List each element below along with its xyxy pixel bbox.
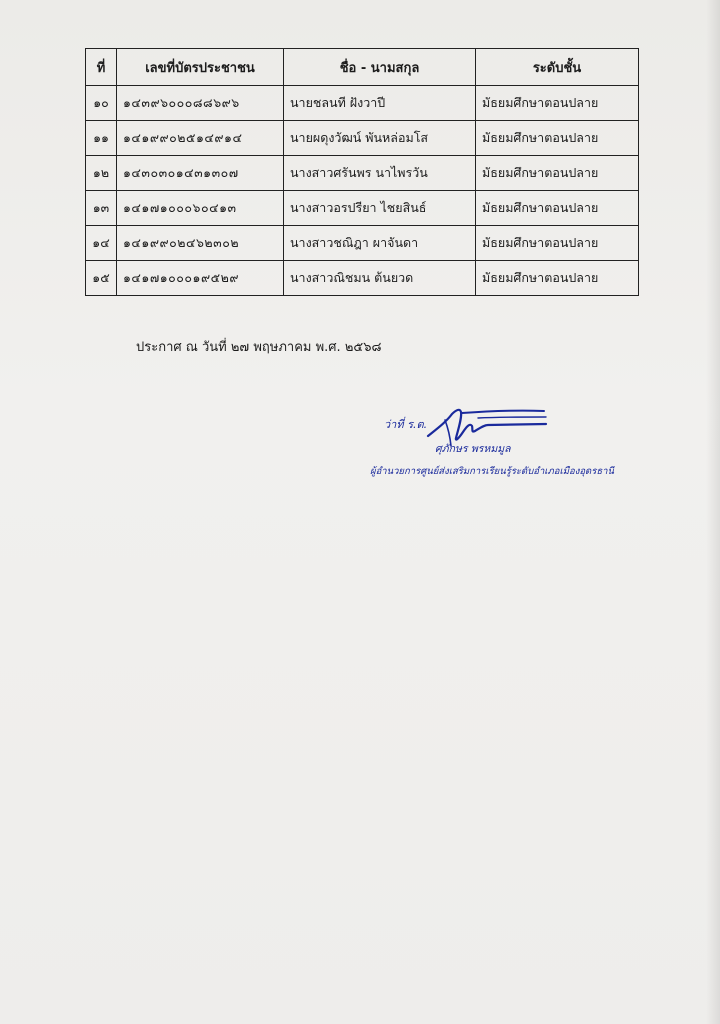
cell-full-name: นางสาวชณิฎา ผาจันดา xyxy=(284,226,476,261)
cell-full-name: นางสาวณิชมน ต้นยวด xyxy=(284,261,476,296)
cell-level: มัธยมศึกษาตอนปลาย xyxy=(476,156,639,191)
page-edge-shadow xyxy=(706,0,720,1024)
student-table xyxy=(85,48,639,296)
cell-level: มัธยมศึกษาตอนปลาย xyxy=(476,86,639,121)
cell-id-number: ๑๔๑๗๑๐๐๐๖๐๔๑๓ xyxy=(117,191,284,226)
cell-no: ๑๔ xyxy=(86,226,117,261)
cell-no: ๑๒ xyxy=(86,156,117,191)
cell-full-name: นางสาวศรันพร นาไพรวัน xyxy=(284,156,476,191)
table-row xyxy=(86,121,639,156)
cell-id-number: ๑๔๑๙๙๐๒๔๖๒๓๐๒ xyxy=(117,226,284,261)
cell-id-number: ๑๔๓๐๓๐๑๔๓๑๓๐๗ xyxy=(117,156,284,191)
cell-full-name: นายชลนที ฝังวาปี xyxy=(284,86,476,121)
cell-level: มัธยมศึกษาตอนปลาย xyxy=(476,191,639,226)
cell-level: มัธยมศึกษาตอนปลาย xyxy=(476,121,639,156)
cell-no: ๑๑ xyxy=(86,121,117,156)
cell-full-name: นายผดุงวัฒน์ พันหล่อมโส xyxy=(284,121,476,156)
acting-rank-label: ว่าที่ ร.ต. xyxy=(384,418,428,431)
table-row xyxy=(86,261,639,296)
signer-name: ศุภักษร พรหมมูล xyxy=(435,443,511,455)
table-header-row xyxy=(86,49,639,86)
cell-no: ๑๕ xyxy=(86,261,117,296)
signer-title: ผู้อำนวยการศูนย์ส่งเสริมการเรียนรู้ระดับอำเภอเมืองอุดรธานี xyxy=(370,466,614,477)
cell-full-name: นางสาวอรปรียา ไชยสินธ์ xyxy=(284,191,476,226)
header-full-name: ชื่อ - นามสกุล xyxy=(284,49,476,86)
header-level: ระดับชั้น xyxy=(476,49,639,86)
cell-level: มัธยมศึกษาตอนปลาย xyxy=(476,261,639,296)
cell-id-number: ๑๔๑๙๙๐๒๕๑๔๙๑๔ xyxy=(117,121,284,156)
cell-no: ๑๐ xyxy=(86,86,117,121)
cell-level: มัธยมศึกษาตอนปลาย xyxy=(476,226,639,261)
table-row xyxy=(86,226,639,261)
table-row xyxy=(86,86,639,121)
header-no: ที่ xyxy=(86,49,117,86)
cell-no: ๑๓ xyxy=(86,191,117,226)
table-row xyxy=(86,156,639,191)
cell-id-number: ๑๔๓๙๖๐๐๐๘๘๖๙๖ xyxy=(117,86,284,121)
table-row xyxy=(86,191,639,226)
cell-id-number: ๑๔๑๗๑๐๐๐๑๙๕๒๙ xyxy=(117,261,284,296)
signature-block xyxy=(360,398,614,488)
announcement-date: ประกาศ ณ วันที่ ๒๗ พฤษภาคม พ.ศ. ๒๕๖๘ xyxy=(136,340,382,355)
header-id-number: เลขที่บัตรประชาชน xyxy=(117,49,284,86)
